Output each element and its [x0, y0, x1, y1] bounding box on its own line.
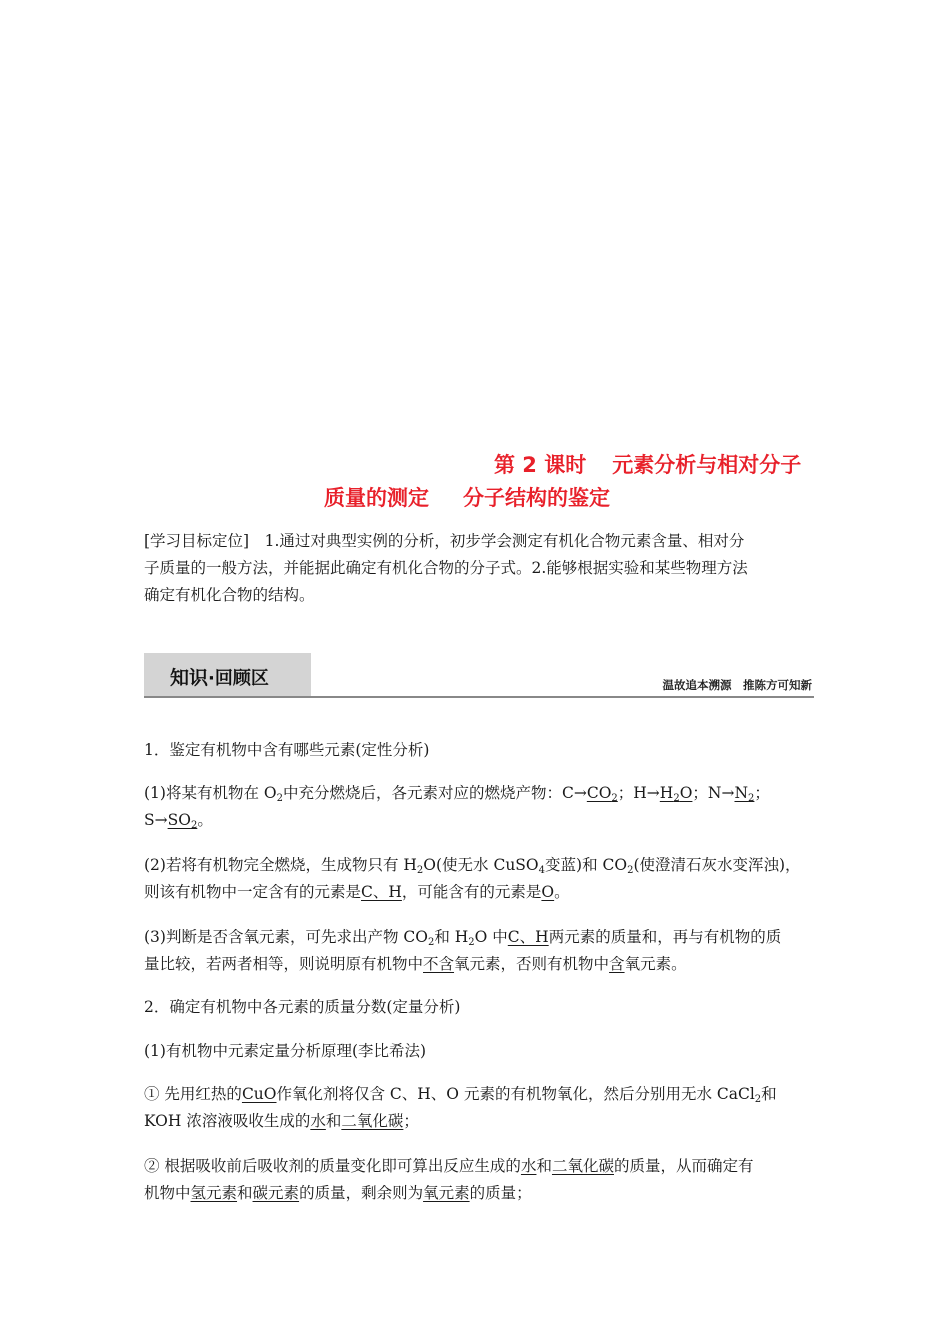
lesson-title-a: 元素分析与相对分子	[612, 453, 802, 477]
text: ① 先用红热的	[144, 1085, 242, 1103]
text: (1)有机物中元素定量分析原理(李比希法)	[144, 1042, 427, 1060]
text: 变蓝)和 CO	[545, 856, 628, 874]
text: O(使无水 CuSO	[423, 856, 539, 874]
lesson-title-line1	[494, 449, 801, 479]
text: 。	[197, 811, 213, 829]
text: KOH 浓溶液吸收生成的	[144, 1112, 311, 1130]
paragraph-6	[144, 1153, 814, 1207]
answer-co2: $CO_2$	[586, 784, 618, 804]
text: 。	[554, 883, 570, 901]
text: 机物中	[144, 1184, 191, 1202]
paragraph-5: ① 先用红热的CuO作氧化剂将仅含 C、H、O 元素的有机物氧化，然后分别用无水 CaCl$_2$和 KOH 浓溶液吸收生成的水和二氧化碳；	[144, 1085, 777, 1130]
text: 氧元素。	[624, 955, 687, 973]
answer-oxygen: 氧元素	[423, 1184, 470, 1202]
heading-text: 2．确定有机物中各元素的质量分数(定量分析)	[144, 998, 461, 1016]
text: ；	[754, 784, 770, 802]
text: 和	[761, 1085, 777, 1103]
text: ；H→	[617, 784, 660, 802]
goals-line: 子质量的一般方法，并能据此确定有机化合物的分子式。2.能够根据实验和某些物理方法	[144, 559, 748, 577]
learning-goals	[144, 528, 814, 609]
section-title-sub: ·回顾区	[208, 668, 269, 689]
text: S→	[144, 811, 168, 829]
text: 的质量；	[469, 1184, 532, 1202]
section-title	[170, 663, 269, 690]
heading-text: 1．鉴定有机物中含有哪些元素(定性分析)	[144, 741, 430, 759]
text: 和	[237, 1184, 253, 1202]
text: 两元素的质量和，再与有机物的质	[548, 928, 782, 946]
text: 的质量，剩余则为	[299, 1184, 424, 1202]
section-divider	[144, 696, 814, 698]
answer-water: 水	[310, 1112, 326, 1130]
text: (3)判断是否含氧元素，可先求出产物 CO	[144, 928, 428, 946]
text: 氧元素，否则有机物中	[454, 955, 610, 973]
text: 和 H	[434, 928, 469, 946]
text: ；N→	[692, 784, 735, 802]
text: ② 根据吸收前后吸收剂的质量变化即可算出反应生成的	[144, 1157, 521, 1175]
answer-so2: $SO_2$	[167, 811, 198, 831]
answer-hydrogen: 氢元素	[190, 1184, 238, 1202]
section-title-main: 知识	[170, 667, 209, 689]
text: (1)将某有机物在 O	[144, 784, 277, 802]
answer-ch: C、H	[361, 883, 402, 901]
section-slogan: 温故追本溯源 推陈方可知新	[662, 678, 812, 692]
answer-water: 水	[520, 1157, 537, 1175]
text: ，可能含有的元素是	[401, 883, 542, 901]
lesson-title-b: 质量的测定	[324, 486, 429, 510]
text: 中充分燃烧后，各元素对应的燃烧产物：C→	[282, 784, 587, 802]
answer-not-contain: 不含	[423, 955, 455, 973]
answer-o: O	[541, 883, 555, 901]
text: 作氧化剂将仅含 C、H、O 元素的有机物氧化，然后分别用无水 CaCl	[276, 1085, 755, 1103]
paragraph-4	[144, 1038, 814, 1065]
text: 量比较，若两者相等，则说明原有机物中	[144, 955, 424, 973]
heading-1	[144, 737, 814, 764]
lesson-number: 第 2 课时	[494, 453, 587, 477]
paragraph-1	[144, 780, 814, 834]
text: O 中	[474, 928, 508, 946]
lesson-title-line2	[324, 482, 610, 512]
paragraph-3: (3)判断是否含氧元素，可先求出产物 $CO_2$和 $H_2O$ 中C、H两元素的质量和，再与有机物的质 量比较，若两者相等，则说明原有机物中不含氧元素，否则有机物中含氧元素。	[144, 928, 782, 973]
text: 则该有机物中一定含有的元素是	[144, 883, 362, 901]
answer-h2o: $H_2O$	[659, 784, 693, 804]
heading-2	[144, 994, 814, 1021]
answer-co2: 二氧化碳	[551, 1157, 614, 1175]
paragraph-2: (2)若将有机物完全燃烧，生成物只有 $H_2O$(使无水 CuSO$_4$变蓝)和 $CO_2$(使澄清石灰水变浑浊)， 则该有机物中一定含有的元素是C、H，可能含有的元素是O。	[144, 856, 801, 901]
goals-line: 确定有机化合物的结构。	[144, 586, 315, 604]
lesson-title-c: 分子结构的鉴定	[463, 486, 610, 510]
goals-line: [学习目标定位] 1.通过对典型实例的分析，初步学会测定有机化合物元素含量、相对分	[144, 532, 745, 550]
subscript: 2	[276, 793, 283, 804]
answer-co2: 二氧化碳	[341, 1112, 404, 1130]
answer-contain: 含	[609, 955, 625, 973]
text: (2)若将有机物完全燃烧，生成物只有 H	[144, 856, 417, 874]
answer-cuo: CuO	[241, 1085, 277, 1103]
text: (使澄清石灰水变浑浊)，	[633, 856, 801, 874]
section-header	[144, 653, 814, 697]
answer-ch: C、H	[507, 928, 549, 946]
text: 的质量，从而确定有	[613, 1157, 754, 1175]
text: ；	[403, 1112, 419, 1130]
answer-carbon: 碳元素	[252, 1184, 300, 1202]
text: 和	[536, 1157, 552, 1175]
text: 和	[325, 1112, 342, 1130]
answer-n2: $N_2$	[734, 784, 755, 804]
